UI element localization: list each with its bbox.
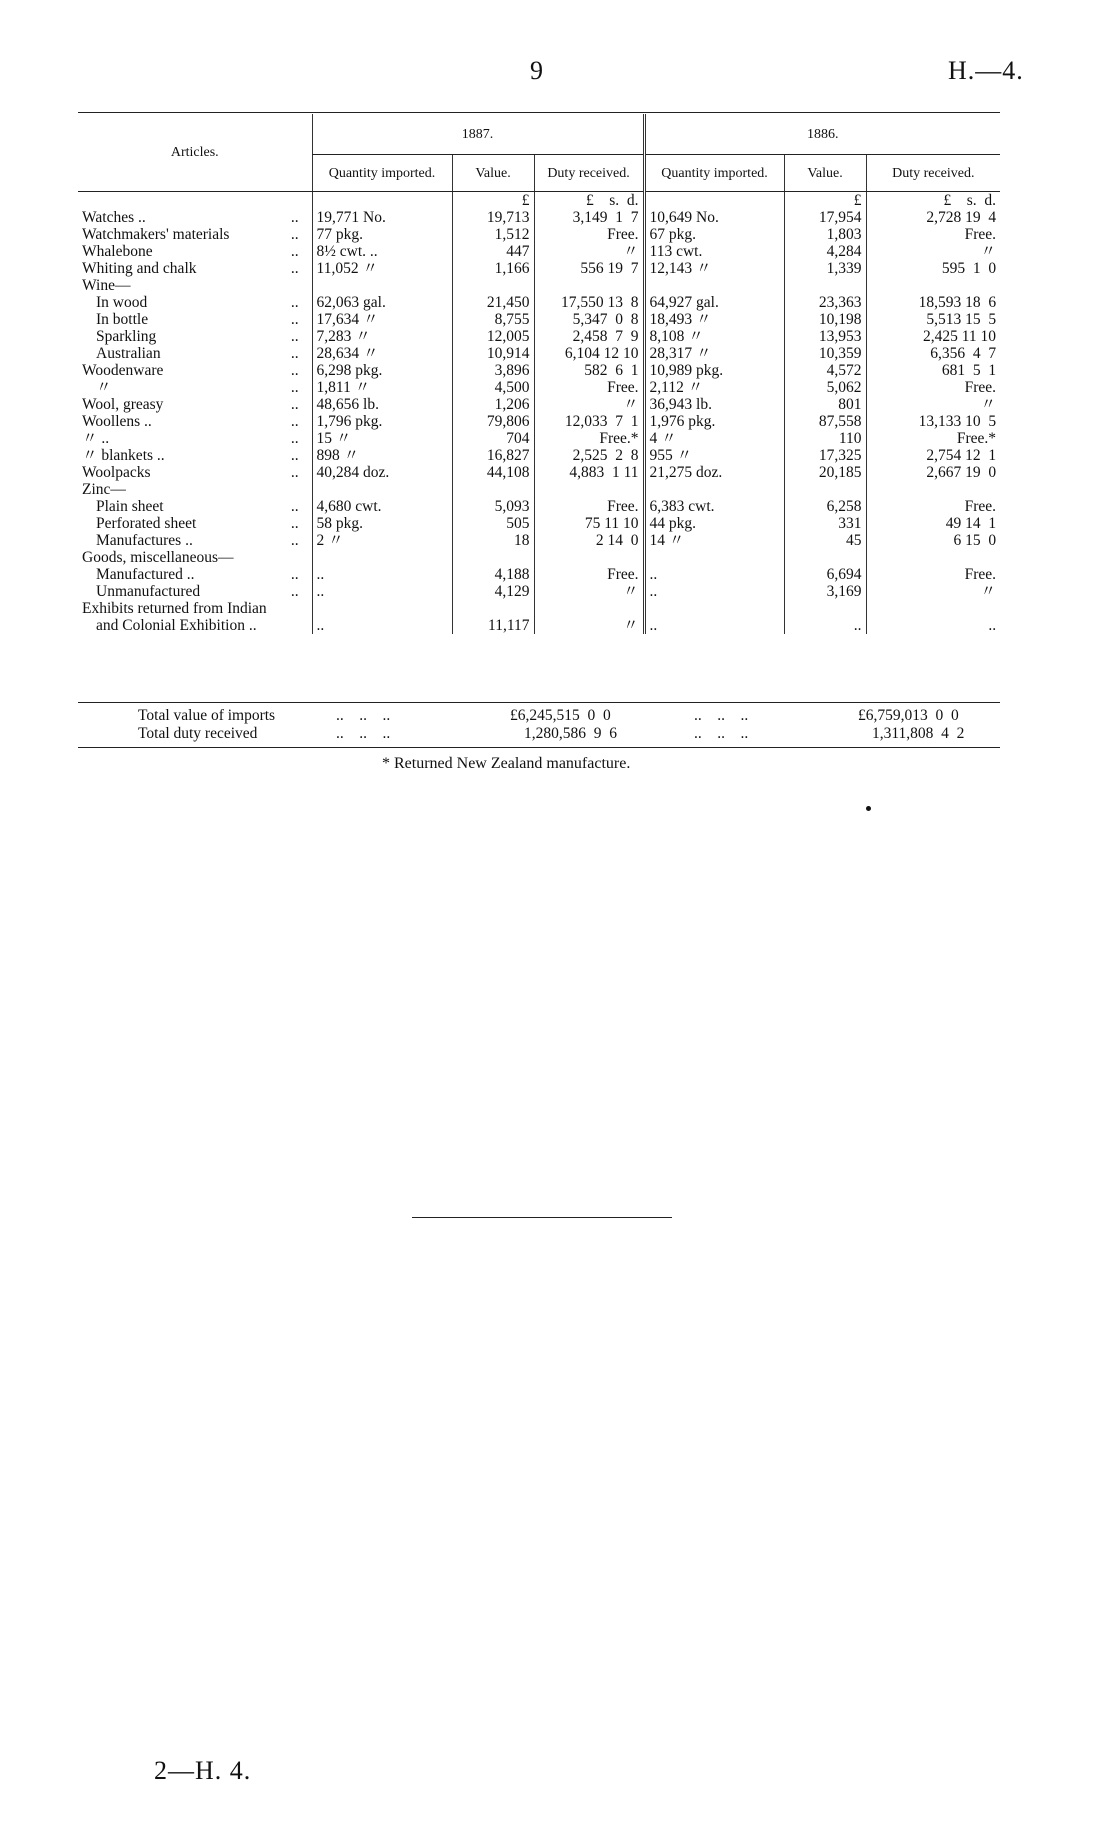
value-1887-cell: 44,108 (452, 464, 534, 481)
quantity-1887-cell: .. (312, 583, 452, 600)
quantity-1887-cell: 17,634 〃 (312, 311, 452, 328)
value-1887-cell: 505 (452, 515, 534, 532)
duty-1886-cell (866, 481, 1000, 498)
value-1887-cell: 16,827 (452, 447, 534, 464)
article-cell: Australian (96, 345, 161, 362)
table-row (78, 311, 1000, 328)
duty-1886-cell: 595 1 0 (866, 260, 1000, 277)
total-duty-label: Total duty received (138, 725, 258, 742)
duty-1886-cell: 2,425 11 10 (866, 328, 1000, 345)
total-imports-row (78, 707, 1000, 725)
article-cell: Manufactured .. (96, 566, 195, 583)
duty-1886-cell: Free. (866, 226, 1000, 243)
duty-1887-cell: Free. (534, 566, 644, 583)
duty-unit-1886: £ s. d. (866, 192, 1000, 210)
footnote: * Returned New Zealand manufacture. (382, 755, 631, 772)
table-row (78, 447, 1000, 464)
value-1886-cell: 4,572 (784, 362, 866, 379)
leader-dots: .. (290, 413, 299, 430)
value-1886-cell: 801 (784, 396, 866, 413)
table-row (78, 481, 1000, 498)
value-1886-cell: 17,954 (784, 209, 866, 226)
quantity-1887-cell (312, 600, 452, 617)
quantity-header-1887: Quantity imported. (312, 155, 452, 192)
article-cell: 〃 .. (82, 430, 110, 447)
quantity-1886-cell: 64,927 gal. (644, 294, 784, 311)
duty-1886-cell: Free. (866, 566, 1000, 583)
duty-unit-1887: £ s. d. (534, 192, 644, 210)
quantity-1886-cell: 2,112 〃 (644, 379, 784, 396)
duty-1886-cell (866, 600, 1000, 617)
total-imports-label: Total value of imports (138, 707, 276, 724)
value-1887-cell: 5,093 (452, 498, 534, 515)
quantity-1886-cell: 44 pkg. (644, 515, 784, 532)
value-1887-cell: 1,166 (452, 260, 534, 277)
value-1886-cell: 13,953 (784, 328, 866, 345)
total-duty-dots-1887: .. .. .. (336, 725, 391, 742)
table-row (78, 464, 1000, 481)
quantity-1887-cell (312, 277, 452, 294)
article-cell: Exhibits returned from Indian (82, 600, 267, 617)
article-cell: Plain sheet (96, 498, 164, 515)
article-cell: Wool, greasy (82, 396, 164, 413)
total-imports-1886: £6,759,013 0 0 (858, 707, 959, 724)
duty-1886-cell: 18,593 18 6 (866, 294, 1000, 311)
duty-1887-cell: 6,104 12 10 (534, 345, 644, 362)
quantity-1886-cell (644, 600, 784, 617)
value-1887-cell: 447 (452, 243, 534, 260)
duty-1887-cell: Free.* (534, 430, 644, 447)
duty-1887-cell: 2 14 0 (534, 532, 644, 549)
leader-dots: .. (290, 362, 299, 379)
table-row (78, 600, 1000, 617)
duty-1887-cell: Free. (534, 379, 644, 396)
value-header-1887: Value. (452, 155, 534, 192)
document-reference: H.—4. (948, 56, 1024, 85)
quantity-1886-cell: 18,493 〃 (644, 311, 784, 328)
quantity-1887-cell: 77 pkg. (312, 226, 452, 243)
value-1887-cell (452, 277, 534, 294)
article-cell: Manufactures .. (96, 532, 193, 549)
quantity-1887-cell: 1,811 〃 (312, 379, 452, 396)
table-row (78, 532, 1000, 549)
table-row (78, 243, 1000, 260)
duty-1886-cell: .. (866, 617, 1000, 634)
value-1887-cell: 4,129 (452, 583, 534, 600)
table-row (78, 226, 1000, 243)
duty-1887-cell: 2,525 2 8 (534, 447, 644, 464)
table-row (78, 515, 1000, 532)
value-1887-cell: 18 (452, 532, 534, 549)
table-row (78, 566, 1000, 583)
value-unit-1886: £ (784, 192, 866, 210)
year-1887-header: 1887. (312, 114, 644, 155)
quantity-header-1886: Quantity imported. (644, 155, 784, 192)
value-1887-cell: 19,713 (452, 209, 534, 226)
leader-dots: .. (290, 311, 299, 328)
quantity-1887-cell: 62,063 gal. (312, 294, 452, 311)
article-cell: Goods, miscellaneous— (82, 549, 234, 566)
quantity-1886-cell: 6,383 cwt. (644, 498, 784, 515)
duty-1886-cell: 681 5 1 (866, 362, 1000, 379)
duty-1886-cell: 6 15 0 (866, 532, 1000, 549)
quantity-1886-cell: 10,989 pkg. (644, 362, 784, 379)
leader-dots (278, 600, 312, 617)
duty-1886-cell: 2,728 19 4 (866, 209, 1000, 226)
quantity-1887-cell (312, 549, 452, 566)
leader-dots (278, 549, 312, 566)
table-row (78, 617, 1000, 634)
quantity-1887-cell: 11,052 〃 (312, 260, 452, 277)
duty-1887-cell: 〃 (534, 617, 644, 634)
total-duty-1886: 1,311,808 4 2 (872, 725, 965, 742)
leader-dots (278, 277, 312, 294)
article-cell: Watches .. (82, 209, 146, 226)
duty-1886-cell (866, 549, 1000, 566)
value-1887-cell (452, 481, 534, 498)
table-row (78, 583, 1000, 600)
quantity-1886-cell (644, 481, 784, 498)
quantity-1886-cell: 4 〃 (644, 430, 784, 447)
table-row (78, 430, 1000, 447)
table-row (78, 260, 1000, 277)
article-cell: Whiting and chalk (82, 260, 197, 277)
table-row (78, 549, 1000, 566)
value-1887-cell: 10,914 (452, 345, 534, 362)
duty-1887-cell: 4,883 1 11 (534, 464, 644, 481)
leader-dots: .. (290, 379, 299, 396)
value-1886-cell: 1,803 (784, 226, 866, 243)
leader-dots: .. (290, 396, 299, 413)
article-cell: 〃 blankets .. (82, 447, 165, 464)
value-1886-cell (784, 481, 866, 498)
top-rule (78, 112, 1000, 113)
value-header-1886: Value. (784, 155, 866, 192)
duty-1886-cell: Free. (866, 379, 1000, 396)
total-imports-dots-1887: .. .. .. (336, 707, 391, 724)
duty-1887-cell: 5,347 0 8 (534, 311, 644, 328)
value-1886-cell: 3,169 (784, 583, 866, 600)
article-cell: Sparkling (96, 328, 157, 345)
value-1887-cell: 3,896 (452, 362, 534, 379)
article-cell: and Colonial Exhibition .. (96, 617, 257, 634)
total-duty-row (78, 725, 1000, 743)
leader-dots: .. (290, 583, 299, 600)
duty-1887-cell: 582 6 1 (534, 362, 644, 379)
duty-1886-cell: 49 14 1 (866, 515, 1000, 532)
value-1886-cell: 23,363 (784, 294, 866, 311)
duty-1887-cell: 12,033 7 1 (534, 413, 644, 430)
leader-dots: .. (290, 515, 299, 532)
duty-1886-cell: 13,133 10 5 (866, 413, 1000, 430)
duty-1887-cell (534, 549, 644, 566)
articles-header: Articles. (78, 114, 312, 192)
value-1886-cell: 331 (784, 515, 866, 532)
totals-block (78, 702, 1000, 748)
total-imports-dots-1886: .. .. .. (694, 707, 749, 724)
leader-dots: .. (290, 243, 299, 260)
year-1886-header: 1886. (644, 114, 1000, 155)
quantity-1887-cell: 58 pkg. (312, 515, 452, 532)
value-1886-cell: 17,325 (784, 447, 866, 464)
value-1886-cell: 20,185 (784, 464, 866, 481)
quantity-1887-cell: 48,656 lb. (312, 396, 452, 413)
quantity-1887-cell: 40,284 doz. (312, 464, 452, 481)
leader-dots (278, 617, 312, 634)
duty-1886-cell: 5,513 15 5 (866, 311, 1000, 328)
table-row (78, 345, 1000, 362)
leader-dots: .. (290, 566, 299, 583)
total-duty-1887: 1,280,586 9 6 (524, 725, 617, 742)
quantity-1887-cell: 6,298 pkg. (312, 362, 452, 379)
value-1887-cell: 704 (452, 430, 534, 447)
quantity-1886-cell: 14 〃 (644, 532, 784, 549)
table-row (78, 362, 1000, 379)
quantity-1887-cell: 898 〃 (312, 447, 452, 464)
article-cell: Watchmakers' materials (82, 226, 230, 243)
imports-table (78, 114, 1000, 634)
article-cell: Unmanufactured (96, 583, 201, 600)
quantity-1887-cell: 4,680 cwt. (312, 498, 452, 515)
quantity-1886-cell: 955 〃 (644, 447, 784, 464)
value-1887-cell: 4,500 (452, 379, 534, 396)
leader-dots: .. (290, 345, 299, 362)
quantity-1887-cell: 8½ cwt. .. (312, 243, 452, 260)
leader-dots: .. (290, 532, 299, 549)
closing-rule (412, 1217, 672, 1218)
sheet-reference: 2—H. 4. (154, 1756, 252, 1785)
article-cell: Woolpacks (82, 464, 151, 481)
value-1887-cell: 79,806 (452, 413, 534, 430)
value-1887-cell: 1,206 (452, 396, 534, 413)
units-row (78, 192, 1000, 210)
value-1886-cell: 5,062 (784, 379, 866, 396)
duty-1887-cell: Free. (534, 226, 644, 243)
article-cell: Zinc— (82, 481, 126, 498)
table-row (78, 277, 1000, 294)
value-1886-cell (784, 277, 866, 294)
value-1886-cell: 110 (784, 430, 866, 447)
duty-1887-cell: 2,458 7 9 (534, 328, 644, 345)
table-row (78, 328, 1000, 345)
quantity-1886-cell: 12,143 〃 (644, 260, 784, 277)
article-cell: In bottle (96, 311, 149, 328)
article-cell: 〃 (96, 379, 112, 396)
value-1886-cell: 4,284 (784, 243, 866, 260)
quantity-1886-cell (644, 549, 784, 566)
duty-1887-cell: 〃 (534, 396, 644, 413)
duty-header-1887: Duty received. (534, 155, 644, 192)
value-1886-cell: 6,694 (784, 566, 866, 583)
value-1887-cell: 1,512 (452, 226, 534, 243)
value-1887-cell: 11,117 (452, 617, 534, 634)
value-1887-cell: 21,450 (452, 294, 534, 311)
article-cell: Wine— (82, 277, 131, 294)
value-1886-cell: 10,198 (784, 311, 866, 328)
duty-1886-cell: 〃 (866, 243, 1000, 260)
article-cell: Whalebone (82, 243, 153, 260)
value-1887-cell: 12,005 (452, 328, 534, 345)
quantity-1887-cell: 28,634 〃 (312, 345, 452, 362)
quantity-1887-cell: .. (312, 617, 452, 634)
quantity-1887-cell: 1,796 pkg. (312, 413, 452, 430)
leader-dots: .. (290, 260, 299, 277)
table-row (78, 498, 1000, 515)
value-1887-cell: 8,755 (452, 311, 534, 328)
leader-dots: .. (290, 209, 299, 226)
value-1886-cell (784, 549, 866, 566)
quantity-1887-cell: 19,771 No. (312, 209, 452, 226)
value-1886-cell: 1,339 (784, 260, 866, 277)
page-number: 9 (530, 56, 543, 85)
leader-dots: .. (290, 294, 299, 311)
article-cell: In wood (96, 294, 148, 311)
duty-1886-cell: 6,356 4 7 (866, 345, 1000, 362)
duty-1887-cell: 17,550 13 8 (534, 294, 644, 311)
value-1886-cell: 45 (784, 532, 866, 549)
duty-1887-cell: 556 19 7 (534, 260, 644, 277)
ink-dot (866, 806, 871, 811)
duty-1886-cell: 2,667 19 0 (866, 464, 1000, 481)
quantity-1886-cell: 113 cwt. (644, 243, 784, 260)
leader-dots (278, 481, 312, 498)
leader-dots: .. (290, 226, 299, 243)
value-1887-cell (452, 600, 534, 617)
duty-1887-cell (534, 600, 644, 617)
quantity-1887-cell: 15 〃 (312, 430, 452, 447)
quantity-1886-cell: 10,649 No. (644, 209, 784, 226)
quantity-1886-cell: 28,317 〃 (644, 345, 784, 362)
value-1886-cell: .. (784, 617, 866, 634)
quantity-1886-cell: 67 pkg. (644, 226, 784, 243)
duty-1887-cell: 〃 (534, 583, 644, 600)
duty-1886-cell: Free.* (866, 430, 1000, 447)
duty-1887-cell (534, 277, 644, 294)
duty-header-1886: Duty received. (866, 155, 1000, 192)
article-cell: Perforated sheet (96, 515, 197, 532)
duty-1886-cell: 〃 (866, 396, 1000, 413)
quantity-1886-cell: 36,943 lb. (644, 396, 784, 413)
duty-1887-cell: Free. (534, 498, 644, 515)
quantity-1887-cell (312, 481, 452, 498)
quantity-1887-cell: 2 〃 (312, 532, 452, 549)
value-unit-1887: £ (452, 192, 534, 210)
value-1887-cell: 4,188 (452, 566, 534, 583)
quantity-1887-cell: 7,283 〃 (312, 328, 452, 345)
table-row (78, 396, 1000, 413)
leader-dots: .. (290, 430, 299, 447)
leader-dots: .. (290, 328, 299, 345)
quantity-1886-cell: .. (644, 566, 784, 583)
total-imports-1887: £6,245,515 0 0 (510, 707, 611, 724)
quantity-1886-cell: .. (644, 583, 784, 600)
duty-1887-cell: 〃 (534, 243, 644, 260)
value-1886-cell: 87,558 (784, 413, 866, 430)
quantity-1886-cell: 8,108 〃 (644, 328, 784, 345)
total-duty-dots-1886: .. .. .. (694, 725, 749, 742)
duty-1886-cell (866, 277, 1000, 294)
value-1887-cell (452, 549, 534, 566)
quantity-1886-cell: 1,976 pkg. (644, 413, 784, 430)
leader-dots: .. (290, 498, 299, 515)
duty-1887-cell: 3,149 1 7 (534, 209, 644, 226)
quantity-1886-cell: 21,275 doz. (644, 464, 784, 481)
table-row (78, 379, 1000, 396)
duty-1886-cell: Free. (866, 498, 1000, 515)
table-row (78, 413, 1000, 430)
table-row (78, 209, 1000, 226)
duty-1887-cell: 75 11 10 (534, 515, 644, 532)
leader-dots: .. (290, 464, 299, 481)
article-cell: Woollens .. (82, 413, 152, 430)
quantity-1886-cell: .. (644, 617, 784, 634)
duty-1886-cell: 〃 (866, 583, 1000, 600)
value-1886-cell: 6,258 (784, 498, 866, 515)
duty-1887-cell (534, 481, 644, 498)
table-row (78, 294, 1000, 311)
quantity-1887-cell: .. (312, 566, 452, 583)
leader-dots: .. (290, 447, 299, 464)
duty-1886-cell: 2,754 12 1 (866, 447, 1000, 464)
value-1886-cell (784, 600, 866, 617)
article-cell: Woodenware (82, 362, 164, 379)
value-1886-cell: 10,359 (784, 345, 866, 362)
quantity-1886-cell (644, 277, 784, 294)
